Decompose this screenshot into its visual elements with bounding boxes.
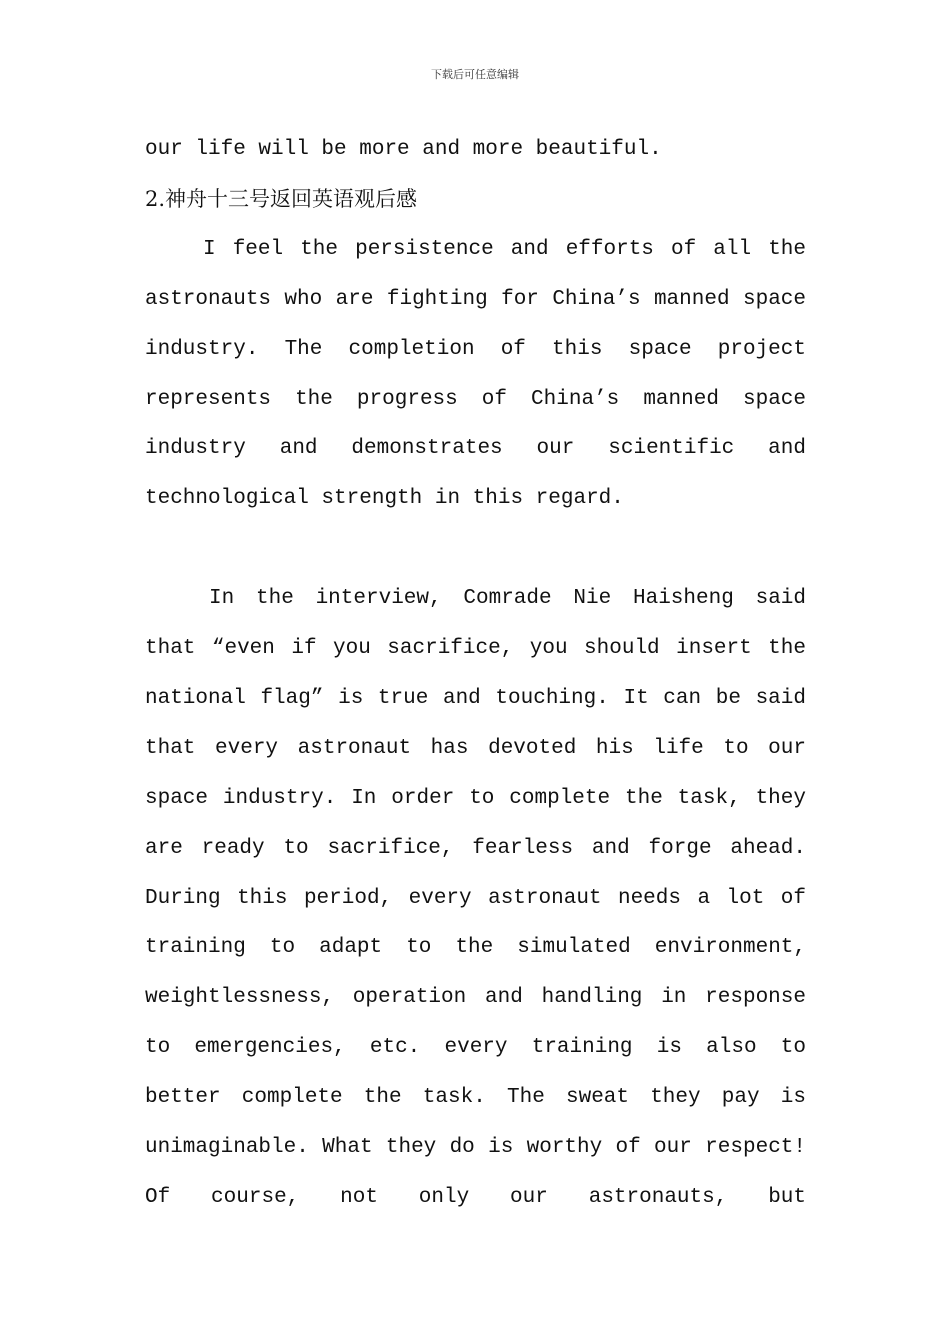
paragraph-2: In the interview, Comrade Nie Haisheng said that “even if you sacrifice, you should insert the national flag” is true and touching. It can be said that every astronaut has devoted his life to our space industry. In order to complete the task, they are ready to sacrifice, fearless and forge ahead. During this period, every astronaut needs a lot of training to adapt to the simulated environment, weightlessness, operation and handling in response to emergencies, etc. every training is also to better complete the task. The sweat they pay is unimaginable. What they do is worthy of our respect! Of course, not only our astronauts, but <box>145 587 806 1210</box>
paragraph-spacer <box>145 524 806 574</box>
intro-line: our life will be more and more beautiful. <box>145 138 662 161</box>
page-header: 下载后可任意编辑 <box>431 68 519 81</box>
paragraph-1: I feel the persistence and efforts of all the astronauts who are fighting for China’s manned space industry. The completion of this space project represents the progress of China’s manned space industry and demonstrates our scientific and technological strength in this regard. <box>145 237 806 511</box>
document-body <box>145 125 806 1223</box>
section-heading: 2.神舟十三号返回英语观后感 <box>145 186 418 211</box>
